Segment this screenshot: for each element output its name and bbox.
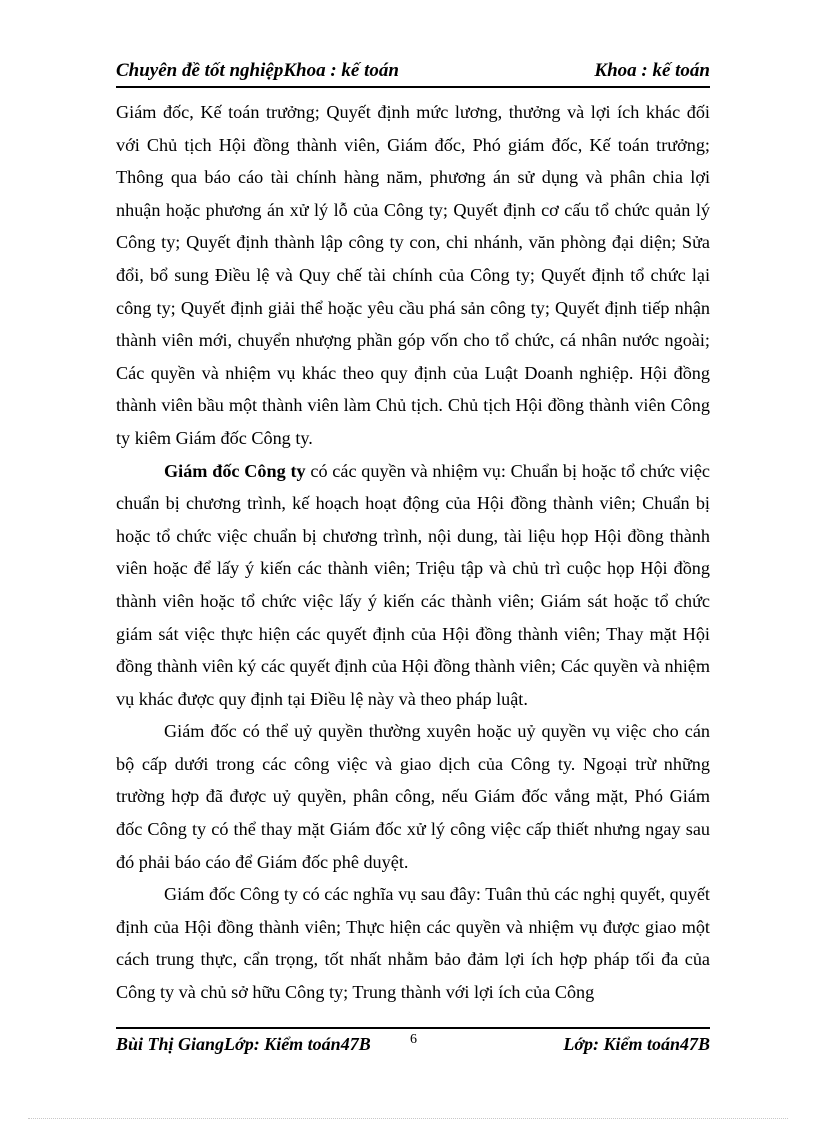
footer-right-text: Lớp: Kiểm toán47B <box>563 1034 710 1054</box>
document-body <box>116 96 710 1009</box>
header-left-text: Chuyên đề tốt nghiệpKhoa : kế toán <box>116 60 399 81</box>
header-right-text: Khoa : kế toán <box>594 60 710 81</box>
page-header <box>116 58 710 88</box>
page-footer <box>116 1027 710 1057</box>
page-number: 6 <box>410 1032 417 1047</box>
paragraph-2-text: có các quyền và nhiệm vụ: Chuẩn bị hoặc tổ chức việc chuẩn bị chương trình, kế hoạch hoạt động của Hội đồng thành viên; Chuẩn bị hoặc tổ chức việc chuẩn bị chương trình, nội dung, tài liệu họp Hội đồng thành viên hoặc để lấy ý kiến các thành viên; Triệu tập và chủ trì cuộc họp Hội đồng thành viên hoặc tổ chức việc lấy ý kiến các thành viên; Giám sát hoặc tổ chức giám sát việc thực hiện các quyết định của Hội đồng thành viên; Thay mặt Hội đồng thành viên ký các quyết định của Hội đồng thành viên; Các quyền và nhiệm vụ khác được quy định tại Điều lệ này và theo pháp luật. <box>116 460 710 709</box>
paragraph-1: Giám đốc, Kế toán trưởng; Quyết định mức lương, thưởng và lợi ích khác đối với Chủ tịch Hội đồng thành viên, Giám đốc, Phó giám đốc, Kế toán trưởng; Thông qua báo cáo tài chính hàng năm, phương án sử dụng và phân chia lợi nhuận hoặc phương án xử lý lỗ của Công ty; Quyết định cơ cấu tổ chức quản lý Công ty; Quyết định thành lập công ty con, chi nhánh, văn phòng đại diện; Sửa đổi, bổ sung Điều lệ và Quy chế tài chính của Công ty; Quyết định tổ chức lại công ty; Quyết định giải thể hoặc yêu cầu phá sản công ty; Quyết định tiếp nhận thành viên mới, chuyển nhượng phần góp vốn cho tổ chức, cá nhân nước ngoài; Các quyền và nhiệm vụ khác theo quy định của Luật Doanh nghiệp. Hội đồng thành viên bầu một thành viên làm Chủ tịch. Chủ tịch Hội đồng thành viên Công ty kiêm Giám đốc Công ty. <box>116 102 710 448</box>
page-break-line <box>28 1118 788 1119</box>
paragraph-4: Giám đốc Công ty có các nghĩa vụ sau đây: Tuân thủ các nghị quyết, quyết định của Hội đồng thành viên; Thực hiện các quyền và nhiệm vụ được giao một cách trung thực, cẩn trọng, tốt nhất nhằm bảo đảm lợi ích hợp pháp tối đa của Công ty và chủ sở hữu Công ty; Trung thành với lợi ích của Công <box>116 884 710 1003</box>
paragraph-2 <box>116 455 710 716</box>
paragraph-3: Giám đốc có thể uỷ quyền thường xuyên hoặc uỷ quyền vụ việc cho cán bộ cấp dưới trong các công việc và giao dịch của Công ty. Ngoại trừ những trường hợp đã được uỷ quyền, phân công, nếu Giám đốc vắng mặt, Phó Giám đốc Công ty có thể thay mặt Giám đốc xử lý công việc cấp thiết nhưng ngay sau đó phải báo cáo để Giám đốc phê duyệt. <box>116 721 710 872</box>
footer-left-text: Bùi Thị GiangLớp: Kiểm toán47B <box>116 1034 371 1054</box>
paragraph-2-bold-lead: Giám đốc Công ty <box>164 460 306 481</box>
